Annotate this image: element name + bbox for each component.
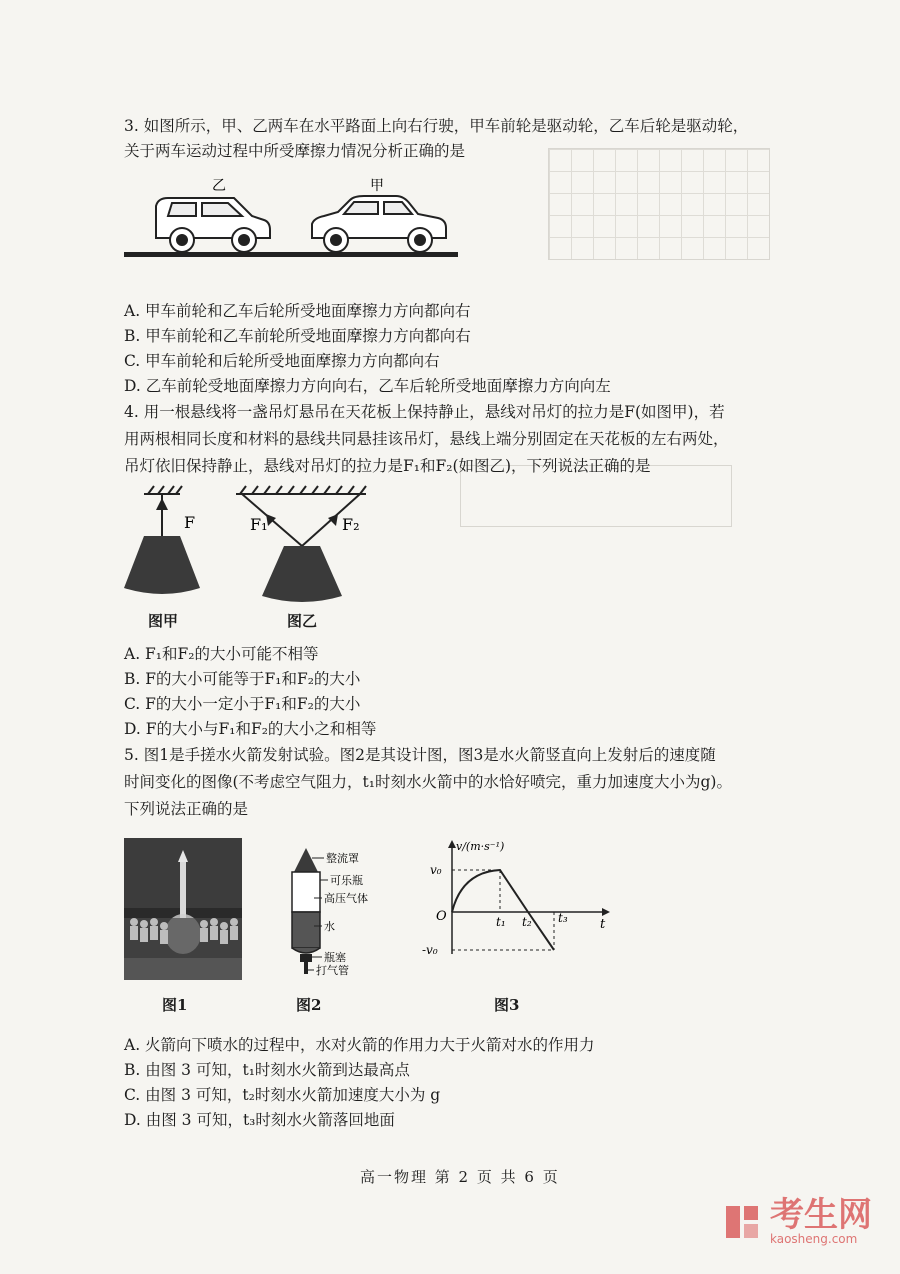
q5-option-a: A. 火箭向下喷水的过程中，水对火箭的作用力大于火箭对水的作用力 [124,1036,595,1054]
t1-label: t₁ [496,915,506,929]
fig-b-lamp [262,546,342,602]
q3-option-d: D. 乙车前轮受地面摩擦力方向向右，乙车后轮所受地面摩擦力方向向左 [124,377,611,395]
car-yi [156,198,270,252]
label-bottle: 可乐瓶 [330,874,363,887]
fig-a-ceiling [144,486,182,494]
v0-label: v₀ [430,863,442,877]
t-axis-label: t [600,917,606,932]
q4-option-d: D. F的大小与F₁和F₂的大小之和相等 [124,720,377,738]
bottle-body [292,872,320,912]
ghost-grid [548,148,770,260]
car-jia [312,196,446,252]
q4-stem-line1: 4. 用一根悬线将一盏吊灯悬吊在天花板上保持静止，悬线对吊灯的拉力是F(如图甲)，若 [124,403,725,421]
fig-b-force2-label: F₂ [342,515,360,534]
fig2-diagram [278,846,398,980]
x-axis-arrow-icon [602,908,610,916]
fig-b-ceiling [236,486,366,494]
q5-stem-line2: 时间变化的图像(不考虑空气阻力，t₁时刻水火箭中的水恰好喷完，重力加速度大小为g)。 [124,773,732,791]
watermark-brand: 考生网 [770,1195,872,1235]
q3-stem-line2: 关于两车运动过程中所受摩擦力情况分析正确的是 [124,142,466,160]
label-water: 水 [324,920,335,933]
fig-a-caption: 图甲 [148,612,179,630]
fig-b-arrow-right-icon [328,514,338,526]
q5-option-b: B. 由图 3 可知，t₁时刻水火箭到达最高点 [124,1061,410,1079]
pump-tube [304,962,308,974]
stopper [300,954,312,962]
fig-a-force-label: F [184,513,196,532]
car-left-label: 乙 [212,178,226,194]
label-tube: 打气管 [316,964,349,977]
q5-stem-line1: 5. 图1是手搓水火箭发射试验。图2是其设计图，图3是水火箭竖直向上发射后的速度随 [124,746,716,764]
road [124,252,458,257]
q5-stem-line3: 下列说法正确的是 [124,800,249,818]
velocity-curve [452,870,554,950]
fig-b-caption: 图乙 [287,612,318,630]
watermark [722,1195,872,1246]
fig3-vt-graph [418,838,614,962]
q4-option-b: B. F的大小可能等于F₁和F₂的大小 [124,670,361,688]
label-nose: 整流罩 [326,852,359,865]
q3-stem-line1: 3. 如图所示，甲、乙两车在水平路面上向右行驶，甲车前轮是驱动轮，乙车后轮是驱动轮， [124,117,749,135]
y-axis-label: v/(m·s⁻¹) [456,840,505,853]
q3-cars-figure [124,176,464,262]
q4-stem-line3: 吊灯依旧保持静止，悬线对吊灯的拉力是F₁和F₂(如图乙)，下列说法正确的是 [124,457,651,475]
water-section [292,912,320,948]
neg-v0-label: -v₀ [422,943,438,957]
fig-a-lamp [124,536,200,594]
q4-option-a: A. F₁和F₂的大小可能不相等 [124,645,319,663]
fig1-photo [124,838,242,980]
fig2-caption: 图2 [296,996,322,1014]
fig-b-force1-label: F₁ [250,515,268,534]
q3-option-a: A. 甲车前轮和乙车后轮所受地面摩擦力方向都向右 [124,302,471,320]
nose-cone [294,848,318,872]
q5-option-c: C. 由图 3 可知，t₂时刻水火箭加速度大小为 g [124,1086,441,1104]
q3-option-c: C. 甲车前轮和后轮所受地面摩擦力方向都向右 [124,352,440,370]
y-axis-arrow-icon [448,840,456,848]
watermark-url: kaosheng.com [770,1232,858,1246]
q3-option-b: B. 甲车前轮和乙车前轮所受地面摩擦力方向都向右 [124,327,471,345]
q4-option-c: C. F的大小一定小于F₁和F₂的大小 [124,695,361,713]
label-gas: 高压气体 [324,892,368,905]
fig1-caption: 图1 [162,996,188,1014]
fig3-caption: 图3 [494,996,520,1014]
origin-label: O [436,909,447,924]
watermark-logo-icon [722,1202,762,1242]
t3-label: t₃ [558,911,568,925]
q5-option-d: D. 由图 3 可知，t₃时刻水火箭落回地面 [124,1111,395,1129]
page-footer: 高一物理 第 2 页 共 6 页 [360,1168,560,1186]
fig-a-arrow-icon [156,498,168,510]
car-right-label: 甲 [370,178,384,194]
label-stopper: 瓶塞 [324,951,346,964]
t2-label: t₂ [522,915,532,929]
q4-stem-line2: 用两根相同长度和材料的悬线共同悬挂该吊灯，悬线上端分别固定在天花板的左右两处， [124,430,729,448]
